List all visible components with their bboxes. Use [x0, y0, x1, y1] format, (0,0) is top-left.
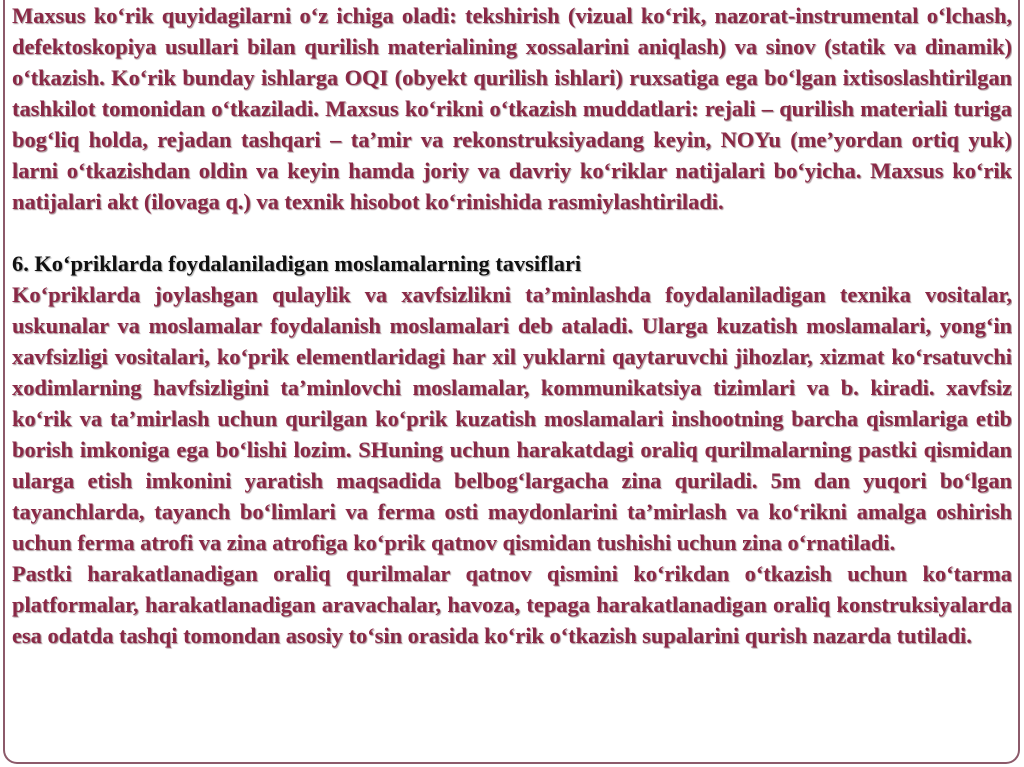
- paragraph-gap: [12, 217, 1012, 248]
- paragraph-lower-spans: Pastki harakatlanadigan oraliq qurilmalar qatnov qismini ko‘rikdan o‘tkazish uchun ko‘tarma platformalar, harakatlanadigan aravachalar, havoza, tepaga harakatlanadigan oraliq konstruksiyalarda esa odatda tashqi tomondan asosiy to‘sin orasida ko‘rik o‘tkazish supalarini qurish nazarda tutiladi.: [12, 561, 1012, 648]
- paragraph-special-inspection: Maxsus ko‘rik quyidagilarni o‘z ichiga oladi: tekshirish (vizual ko‘rik, nazorat-instrumental o‘lchash, defektoskopiya usullari bilan qurilish materialining xossalarini aniqlash) va sinov (statik va dinamik) o‘tkazish. Ko‘rik bunday ishlarga OQI (obyekt qurilish ishlari) ruxsatiga ega bo‘lgan ixtisoslashtirilgan tashkilot tomonidan o‘tkaziladi. Maxsus ko‘rikni o‘tkazish muddatlari: rejali – qurilish materiali turiga bog‘liq holda, rejadan tashqari – ta’mir va rekonstruksiyadang keyin, NOYu (me’yordan ortiq yuk) larni o‘tkazishdan oldin va keyin hamda joriy va davriy ko‘riklar natijalari bo‘yicha. Maxsus ko‘rik natijalari akt (ilovaga q.) va texnik hisobot ko‘rinishida rasmiylashtiriladi.: [12, 3, 1012, 214]
- section-heading: 6. Ko‘priklarda foydalaniladigan moslamalarning tavsiflari: [12, 251, 582, 276]
- paragraph-bridge-devices: Ko‘priklarda joylashgan qulaylik va xavfsizlikni ta’minlashda foydalaniladigan texnika vositalar, uskunalar va moslamalar foydalanish moslamalari deb ataladi. Ularga kuzatish moslamalari, yong‘in xavfsizligi vositalari, ko‘prik elementlaridagi har xil yuklarni qaytaruvchi jihozlar, xizmat ko‘rsatuvchi xodimlarning havfsizligini ta’minlovchi moslamalar, kommunikatsiya tizimlari va b. kiradi. xavfsiz ko‘rik va ta’mirlash uchun qurilgan ko‘prik kuzatish moslamalari inshootning barcha qismlariga etib borish imkoniga ega bo‘lishi lozim. SHuning uchun harakatdagi oraliq qurilmalarning pastki qismidan ularga etish imkonini yaratish maqsadida belbog‘largacha zina quriladi. 5m dan yuqori bo‘lgan tayanchlarda, tayanch bo‘limlari va ferma osti maydonlarini ta’mirlash va ko‘rikni amalga oshirish uchun ferma atrofi va zina atrofiga ko‘prik qatnov qismidan tushishi uchun zina o‘rnatiladi.: [12, 282, 1012, 555]
- slide-content: [12, 0, 1012, 767]
